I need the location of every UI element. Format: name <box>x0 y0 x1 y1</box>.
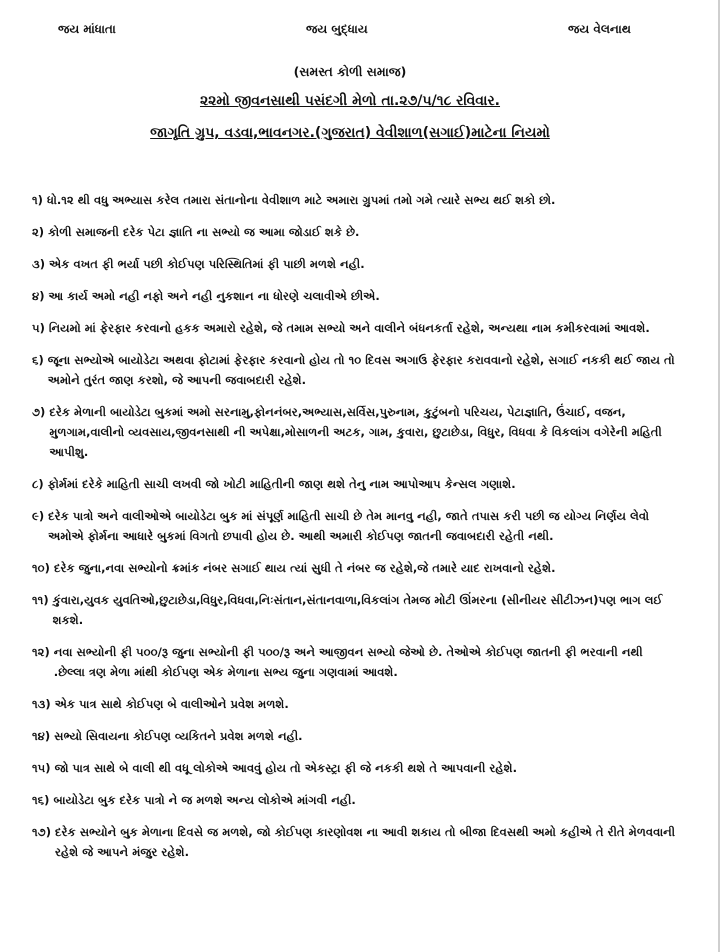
rule-item <box>32 402 677 462</box>
rules-title: જાગૃતિ ગ્રુપ, વડવા,ભાવનગર.(ગુજરાત) વેવીશાળ(સગાઈ)માટેના નિયમો <box>150 125 550 141</box>
rule-text: નિયમો માં ફેરફાર કરવાનો હકક અમારો રહેશે, જે તમામ સભ્યો અને વાલીને બંધનકર્તા રહેશે, અન્યથા નામ કમીકરવામાં આવશે. <box>48 321 650 335</box>
rule-number: ૧) <box>32 193 43 207</box>
event-title: ૨૨મો જીવનસાથી પસંદગી મેળો તા.૨૭/૫/૧૮ રવિવાર. <box>199 93 501 109</box>
rule-number: ૧૪) <box>32 729 51 743</box>
rule-item <box>32 590 677 630</box>
rule-item <box>32 318 677 338</box>
rules-list <box>32 190 677 874</box>
rule-number: ૯) <box>32 509 45 523</box>
rule-item <box>32 694 677 714</box>
rule-item <box>32 726 677 746</box>
rule-text: કોળી સમાજની દરેક પેટા જ્ઞાતિ ના સભ્યો જ આમા જોડાઈ શકે છે. <box>48 225 360 239</box>
rule-text: એક પાત્ર સાથે કોઈપણ બે વાલીઓને પ્રવેશ મળશે. <box>54 697 289 711</box>
rule-number: ૨) <box>32 225 45 239</box>
rule-number: ૧૫) <box>32 761 51 775</box>
rule-text: દરેક સભ્યોને બુક મેળાના દિવસે જ મળશે, જો કોઈપણ કારણોવશ ના આવી શકાય તો બીજા દિવસથી અમો કહીએ તે રીતે મેળવવાની રહેશે જે આપને મંજુર રહેશે. <box>55 825 676 859</box>
rule-item <box>32 822 677 862</box>
rule-number: ૧૩) <box>32 697 51 711</box>
rule-number: ૮) <box>32 477 44 491</box>
rule-text: બાયોડેટા બુક દરેક પાત્રો ને જ મળશે અન્ય લોકોએ માંગવી નહી. <box>53 793 356 807</box>
rule-item <box>32 350 677 390</box>
rule-item <box>32 286 677 306</box>
rule-number: ૧૨) <box>32 645 50 659</box>
rule-text: દરેક પાત્રો અને વાલીઓએ બાયોડેટા બુક માં સંપૂર્ણ માહિતી સાચી છે તેમ માનવુ નહી, જાતે તપાસ કરી પછી જ યોગ્ય નિર્ણય લેવો અમોએ ફોર્મના આધારે બુકમાં વિગતો છપાવી હોય છે. આથી અમારી કોઈપણ જાતની જવાબદારી રહેતી નથી. <box>48 509 649 543</box>
rule-number: ૬) <box>32 353 44 367</box>
rule-text: જો પાત્ર સાથે બે વાલી થી વધૂ લોકોએ આવવું હોય તો એકસ્ટ્રા ફી જે નકકી થશે તે આપવાની રહેશે. <box>54 761 517 775</box>
rule-text: કુંવારા,યુવક યુવતિઓ,છુટાછેડા,વિધુર,વિધવા,નિઃસંતાન,સંતાનવાળા,વિકલાંગ તેમજ મોટી ઊંમરના (સીનીયર સીટીઝન)પણ ભાગ લઈ શકશે. <box>52 593 663 627</box>
rule-item <box>32 190 677 210</box>
rule-text: દરેક જુના,નવા સભ્યોનો ક્રમાંક નંબર સગાઈ થાય ત્યાં સુધી તે નંબર જ રહેશે,જે તમારે યાદ રાખવાનો રહેશે. <box>53 561 556 575</box>
rule-text: આ કાર્ય અમો નહી નફો અને નહી નુકશાન ના ધોરણે ચલાવીએ છીએ. <box>48 289 380 303</box>
rule-number: ૧૦) <box>32 561 50 575</box>
invocation-header <box>0 22 700 42</box>
rule-number: ૭) <box>32 405 46 419</box>
rule-number: ૧૭) <box>32 825 52 839</box>
rule-item <box>32 254 677 274</box>
rule-item <box>32 474 677 494</box>
invocation-right: જય વેલનાથ <box>568 22 631 36</box>
rule-text: સભ્યો સિવાયના કોઈપણ વ્યકિતને પ્રવેશ મળશે નહી. <box>54 729 303 743</box>
rule-number: ૧૬) <box>32 793 50 807</box>
rule-item <box>32 642 677 682</box>
rule-text: દરેક મેળાની બાયોડેટા બુકમાં અમો સરનામુ,ફોનનંબર,અભ્યાસ,સર્વિસ,પુરુનામ, કુટુંબનો પરિચય, પેટાજ્ઞાતિ, ઉંચાઈ, વજન, મુળગામ,વાલીનો વ્યવસાય,જીવનસાથી ની અપેક્ષા,મોસાળની અટક, ગામ, કુવારા, છુટાછેડા, વિધુર, વિધવા કે વિકલાંગ વગેરેની મહિતી આપીશુ. <box>49 405 662 459</box>
rule-number: ૩) <box>32 257 46 271</box>
rule-item <box>32 790 677 810</box>
rule-item <box>32 558 677 578</box>
invocation-middle: જય બુદ્ધાય <box>306 22 368 36</box>
rule-number: ૧૧) <box>32 593 49 607</box>
rule-item <box>32 506 677 546</box>
rule-number: ૪) <box>32 289 45 303</box>
rule-number: ૫) <box>32 321 45 335</box>
rule-text: ફોર્મમાં દરેકે માહિતી સાચી લખવી જો ખોટી માહિતીની જાણ થશે તેનુ નામ આપોઆપ કેન્સલ ગણાશે. <box>47 477 516 491</box>
rule-text: ધો.૧૨ થી વધુ અભ્યાસ કરેલ તમારા સંતાનોના વેવીશાળ માટે અમારા ગ્રુપમાં તમો ગમે ત્યારે સભ્ય થઈ શકો છો. <box>46 193 556 207</box>
organization-name: (સમસ્ત કોળી સમાજ) <box>293 64 407 79</box>
invocation-left: જય માંધાતા <box>58 22 116 36</box>
rule-text: નવા સભ્યોની ફી ૫૦૦/રૂ જુના સભ્યોની ફી ૫૦૦/રૂ અને આજીવન સભ્યો જેઓ છે. તેઓએ કોઈપણ જાતની ફી ભરવાની નથી .છેલ્લા ત્રણ મેળા માંથી કોઈપણ એક મેળાના સભ્ય જુના ગણવામાં આવશે. <box>53 645 643 679</box>
rule-item <box>32 222 677 242</box>
rule-text: જૂના સભ્યોએ બાયોડેટા અથવા ફોટામાં ફેરફાર કરવાનો હોય તો ૧૦ દિવસ અગાઉ ફેરફાર કરાવવાનો રહેશે, સગાઈ નકકી થઈ જાય તો અમોને તુરંત જાણ કરશો, જે આપની જવાબદારી રહેશે. <box>47 353 675 387</box>
rule-item <box>32 758 677 778</box>
rule-text: એક વખત ફી ભર્યા પછી કોઈપણ પરિસ્થિતિમાં ફી પાછી મળશે નહી. <box>49 257 365 271</box>
